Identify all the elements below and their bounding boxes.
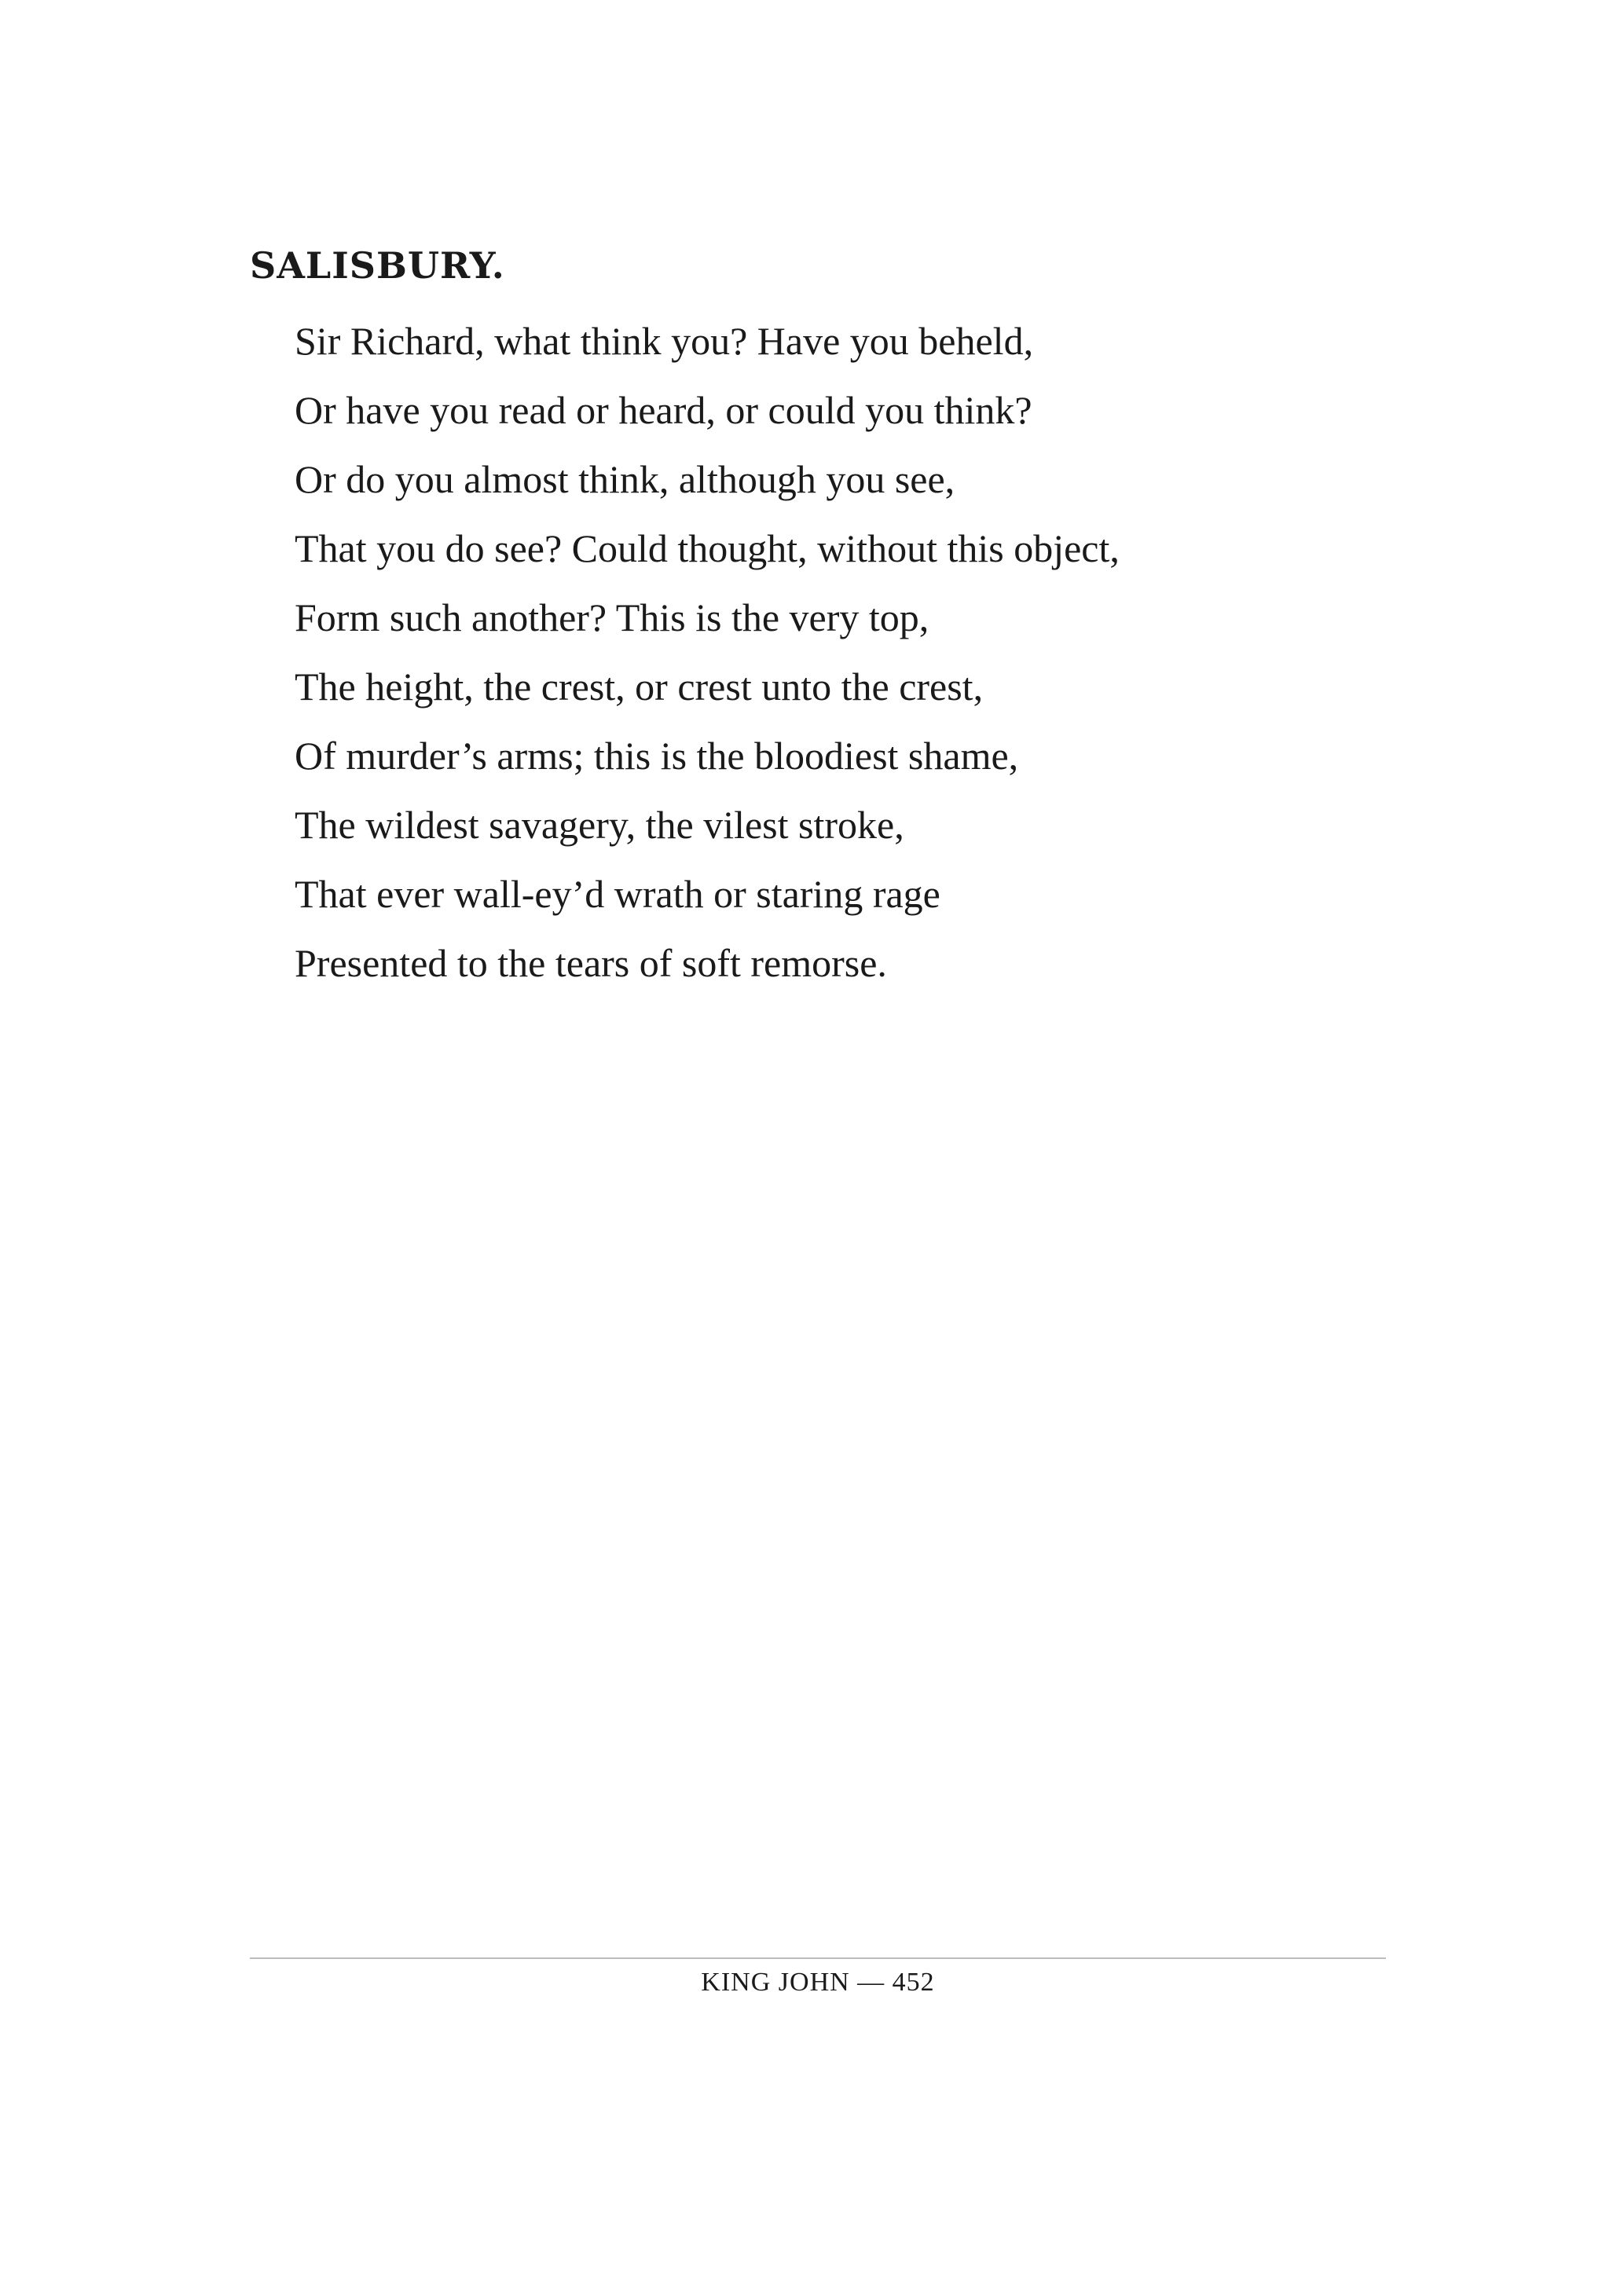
verse-line: Of murder’s arms; this is the bloodiest shame, (295, 734, 1019, 778)
verse-line: The wildest savagery, the vilest stroke, (295, 803, 904, 847)
verse-line: Form such another? This is the very top, (295, 595, 929, 639)
verse-line: The height, the crest, or crest unto the crest, (295, 665, 984, 709)
page-footer: KING JOHN — 452 (701, 1968, 935, 1997)
verse-block (295, 306, 1120, 998)
verse-line: Presented to the tears of soft remorse. (295, 941, 887, 985)
verse-line: Or do you almost think, although you see, (295, 457, 955, 501)
footer-divider (250, 1957, 1386, 1959)
speaker-name: SALISBURY. (250, 244, 505, 287)
verse-line: That ever wall-ey’d wrath or staring rage (295, 872, 940, 916)
verse-line: That you do see? Could thought, without this object, (295, 526, 1120, 570)
verse-line: Or have you read or heard, or could you think? (295, 388, 1032, 432)
verse-line: Sir Richard, what think you? Have you beheld, (295, 319, 1034, 363)
